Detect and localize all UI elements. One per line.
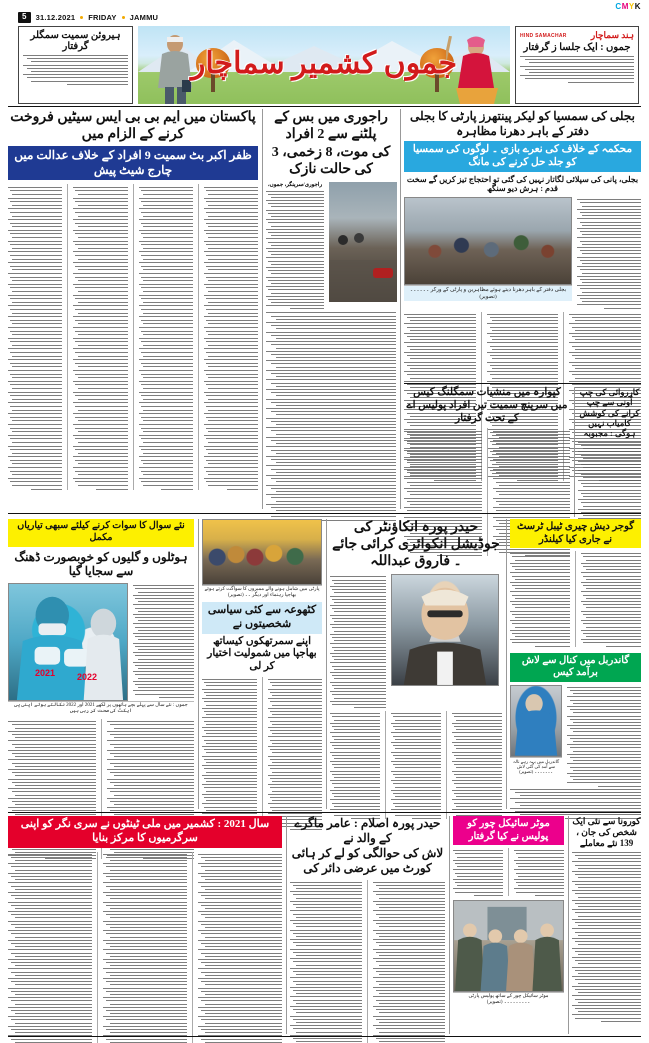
masthead-left-teaser — [18, 26, 133, 104]
body-column — [198, 852, 282, 1043]
column-divider — [198, 519, 199, 809]
story-headline-line-2: لاش کی حوالگی کو لے کر ہائی کورٹ میں عرضی دائر کی — [291, 846, 444, 875]
story-headline: ہوٹلوں و گلیوں کو خوبصورت ڈھنگ سے سجایا گیا — [14, 549, 188, 579]
body-column — [266, 191, 324, 310]
body-column — [139, 184, 193, 489]
story-body — [266, 312, 396, 520]
photo-caption: جموں : نئے سال سے پہلے بچے ہاتھوں پر لکھے 2021 اور 2022 نکالتے ہوئے اپنی پی ایکٹ کی صحت کر رہی ہیں — [8, 701, 194, 716]
body-column — [73, 184, 127, 489]
section-divider — [8, 106, 641, 107]
story-headline: بجلی کی سمسیا کو لیکر پینتھرز پارٹی کا بجلی دفتر کے باہر دھرنا مظاہرہ — [410, 109, 635, 138]
story-gujjardesh-calendar — [510, 519, 641, 819]
protest-photo-wrap — [404, 197, 572, 309]
body-column — [373, 880, 445, 1043]
body-column — [510, 551, 570, 647]
body-column — [202, 677, 257, 830]
story-top-row — [404, 197, 641, 309]
column-divider — [449, 816, 450, 1034]
body-column — [330, 711, 380, 819]
story-subhead-bar: محکمہ کے خلاف کی نعرے بازی ۔ لوگوں کی سمسیا کو جلد حل کرنے کی مانگ — [404, 141, 641, 171]
column-divider — [400, 109, 401, 509]
story-year-2021-militants — [8, 816, 282, 1043]
teaser-headline: جموں : ایک جلسا ز گرفتار — [523, 42, 631, 53]
police-arrest-photo — [453, 900, 564, 992]
story-kicker-bar: موٹر سائیکل چور کو پولیس نے کیا گرفتار — [453, 816, 564, 845]
page-bottom-rule — [8, 1036, 641, 1037]
publication-day: FRIDAY — [88, 13, 117, 22]
column-divider — [286, 816, 287, 1034]
story-top-row — [266, 182, 396, 309]
body-column — [391, 711, 441, 819]
story-kicker-bar-ganderbal: گاندربل میں کنال سے لاش برآمد کیس — [510, 653, 641, 682]
story-body — [572, 852, 641, 1022]
body-column — [581, 551, 641, 647]
section-divider — [8, 812, 641, 813]
story-headline-line-2: کی موت، 8 زخمی، 3 کی حالت نازک — [271, 145, 391, 178]
story-kicker-bar: گوجر دیش چیری ٹیبل ٹرسٹ نے جاری کیا کیلنڈر — [510, 519, 641, 548]
farooq-abdullah-photo — [391, 574, 499, 686]
body-recovery-photo — [510, 685, 562, 757]
column-divider — [574, 387, 575, 517]
masthead-nameplate — [138, 26, 510, 104]
protest-crowd-photo — [404, 197, 572, 285]
brand-name-english: HIND SAMACHAR — [520, 32, 567, 39]
story-rajouri-bus — [266, 109, 396, 521]
story-kicker-bar: کٹھوعہ سے کئی سیاسی شخصیتوں نے — [202, 602, 322, 634]
body-column — [577, 197, 641, 309]
cmyk-y: Y — [628, 2, 635, 11]
story-kicker: بجلی، پانی کی سپلائی لگاتار نہیں کی گئی تو احتجاج تیز کریں گے سخت قدم : ہرش دیو سنگھ — [406, 174, 639, 194]
story-high-court-petition — [290, 816, 445, 1043]
dateline — [18, 12, 158, 23]
story-top-row — [330, 574, 502, 708]
story-ganderbal-body — [510, 685, 641, 787]
body-column — [452, 711, 502, 819]
cmyk-m: M — [621, 2, 629, 11]
page-number-badge: 5 — [18, 12, 31, 23]
story-headline: حیدر پورہ انکاؤنٹر کی جوڈیشل انکوائری کرائی جائے ۔ فاروق عبداللہ — [332, 520, 500, 570]
column-divider — [262, 109, 263, 509]
ganderbal-photo-wrap — [510, 685, 562, 787]
body-column — [330, 574, 386, 708]
story-body-columns — [510, 551, 641, 647]
body-column — [103, 852, 187, 1043]
separator-dot-icon — [80, 16, 83, 19]
body-column — [268, 677, 323, 830]
story-hyderpora-inquiry — [330, 519, 502, 819]
body-column — [204, 184, 258, 489]
story-subhead-bar: ظفر اکبر بٹ سمیت 9 افراد کے خلاف عدالت میں چارج شیٹ پیش — [8, 146, 258, 180]
story-body-columns — [453, 848, 564, 896]
teaser-headline: ہیروئن سمیت سمگلر گرفتار — [30, 30, 121, 52]
body-column — [133, 583, 194, 701]
story-body-columns — [290, 880, 445, 1043]
photo-caption: گاندربل میں بہہ رہے نالہ سے آمد کی گئی لاش ۔۔۔۔۔۔۔ (تصویر) — [510, 757, 562, 776]
story-lead-column — [266, 182, 324, 309]
new-year-covid-photo — [8, 583, 128, 701]
story-headline: کپوارہ میں منشیات سمگلنگ کیس میں سرپنچ سمیت تین افراد پولیس اے کے تحت گرفتار — [406, 387, 568, 424]
publication-date: 31.12.2021 — [35, 13, 76, 22]
cmyk-c: C — [615, 2, 622, 11]
column-divider — [506, 519, 507, 809]
body-column — [290, 880, 362, 1043]
story-ganderbal-tail — [510, 789, 641, 819]
story-kicker-bar: نئے سوال کا سوات کرنے کیلئے سبھی تیاریاں مکمل — [8, 519, 194, 547]
masthead — [8, 12, 641, 104]
story-body-columns — [8, 184, 258, 489]
story-headline: اپنے سمرتھکوں کیساتھ بھاجپا میں شمولیت اختیار کر لی — [207, 635, 317, 673]
body-column — [453, 848, 503, 896]
body-column — [567, 685, 641, 787]
story-top-row — [8, 583, 194, 701]
masthead-right-teaser — [515, 26, 639, 104]
separator-dot-icon — [122, 16, 125, 19]
year-label-new: 2022 — [77, 672, 98, 682]
story-headline-line-1: راجوری میں بس کے پلٹنے سے 2 افراد — [274, 110, 388, 143]
brand-lockup — [520, 30, 634, 41]
story-body-columns — [8, 852, 282, 1043]
story-covid-cases — [572, 816, 641, 1022]
story-kathua-bjp-joining — [202, 519, 322, 830]
story-body-columns — [202, 677, 322, 830]
story-headline: کورونا سے نئی ایک شخص کی جان ، 139 نئے معاملے — [572, 816, 641, 848]
teaser-body — [23, 55, 128, 85]
photo-caption: موٹر سائیکل چور کے ساتھ پولیس پارٹی ۔۔۔۔۔۔۔۔۔ (تصویر) — [453, 992, 564, 1007]
photo-caption: بجلی دفتر کے باہر دھرنا دیتے ہوئے مظاہرین و پارٹی کے ورکر ۔۔۔۔۔۔ (تصویر) — [404, 285, 572, 301]
body-column — [8, 184, 62, 489]
story-dateline: راجوری/سرینگر، جموں، — [267, 182, 323, 189]
brand-name-urdu: ہند سماچار — [590, 30, 634, 40]
story-motorcycle-thief — [453, 816, 564, 1007]
teaser-body — [520, 56, 634, 83]
body-column — [8, 852, 92, 1043]
story-headline: کارروائی کی چپ اُونی سے چپ کرانے کی کوشش کامیاب نہیں ہوگی : مجبوبہ — [579, 387, 640, 439]
cmyk-k: K — [634, 2, 641, 11]
story-new-year-preparations — [8, 519, 194, 859]
photo-caption: پارٹی میں شامل ہونے والے ممبروں کا سواگت کرتے ہوئے بھاجپا رہنماء اور دیگر ۔۔ (تصویر) — [202, 585, 322, 600]
story-headline-line-1: حیدر پورہ اصلام : عامر ماگرے کے والد نے — [294, 816, 441, 845]
bjp-rally-photo — [202, 519, 322, 585]
accident-scene-photo — [329, 182, 397, 302]
column-divider — [568, 816, 569, 1034]
edition-city: JAMMU — [129, 13, 159, 22]
newspaper-title: جموں کشمیر سماچار — [190, 47, 458, 80]
cmyk-registration-mark — [615, 2, 641, 11]
body-column — [514, 848, 564, 896]
section-divider — [404, 383, 641, 384]
story-mbbs-pakistan — [8, 109, 258, 490]
story-kicker-bar: سال 2021 : کشمیر میں ملی ٹینٹوں نے سری نگر کو اپنی سرگرمیوں کا مرکز بنایا — [8, 816, 282, 848]
year-label-old: 2021 — [35, 668, 56, 678]
column-divider — [326, 519, 327, 809]
story-body-columns — [330, 711, 502, 819]
story-headline: پاکستان میں ایم بی بی ایس سیٹیں فروخت کرنے کے الزام میں — [10, 110, 256, 143]
section-divider — [8, 513, 641, 514]
